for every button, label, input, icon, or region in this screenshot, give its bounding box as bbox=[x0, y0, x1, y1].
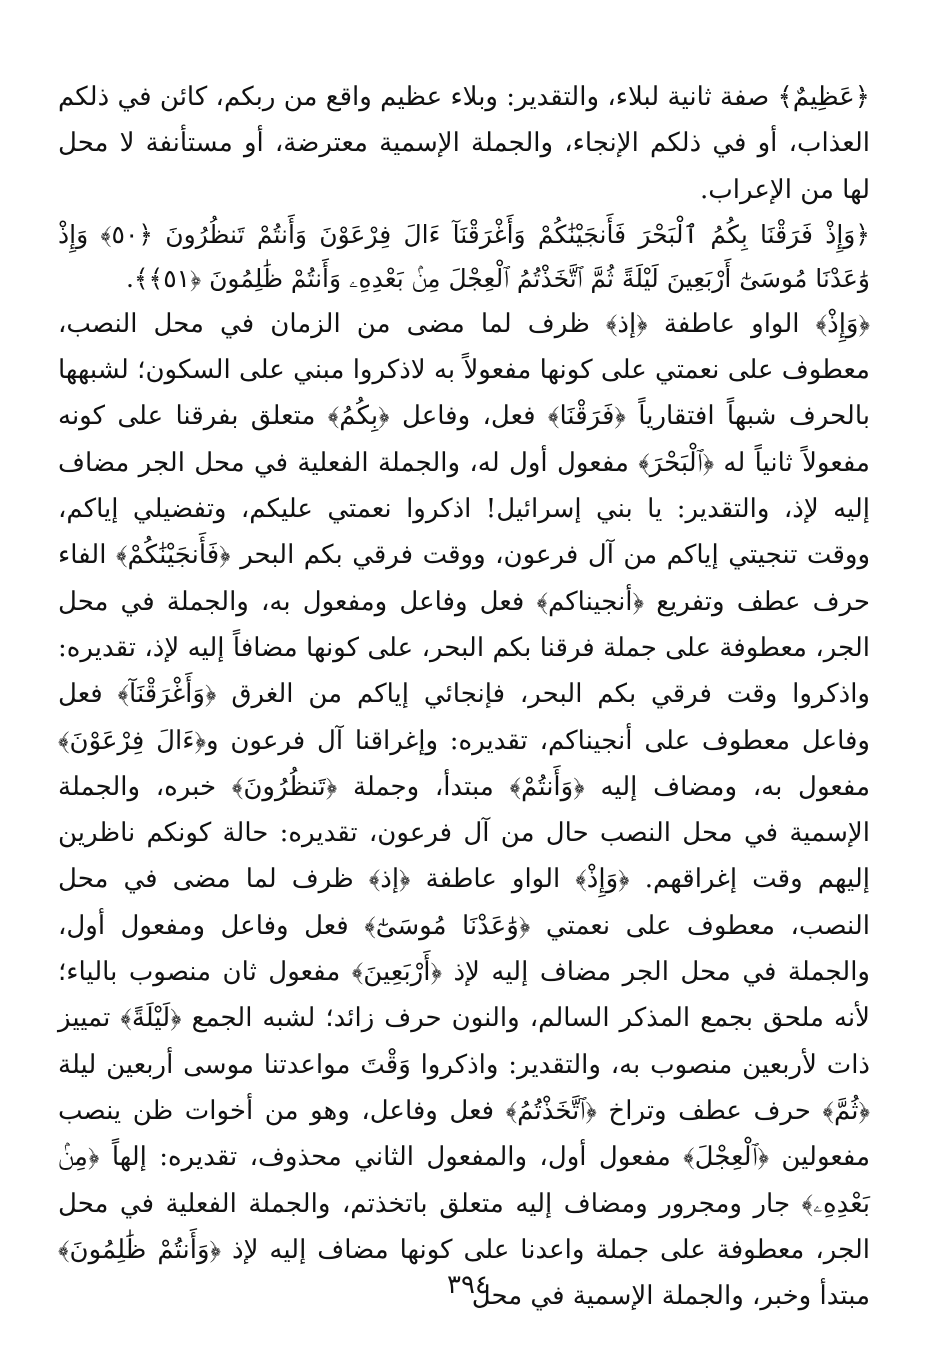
paragraph-1: ﴿عَظِيمٌ﴾ صفة ثانية لبلاء، والتقدير: وبلاء عظيم واقع من ربكم، كائن في ذلكم العذاب، أو في ذلكم الإنجاء، والجملة الإسمية معترضة، أو مستأنفة لا محل لها من الإعراب. bbox=[58, 82, 870, 205]
page-body bbox=[58, 74, 870, 1319]
paragraph-2: ﴿وَإِذْ﴾ الواو عاطفة ﴿إذ﴾ ظرف لما مضى من الزمان في محل النصب، معطوف على نعمتي على كونها مفعولاً به لاذكروا مبني على السكون؛ لشبهها بالحرف شبهاً افتقارياً ﴿فَرَقْنَا﴾ فعل، وفاعل ﴿بِكُمُ﴾ متعلق بفرقنا على كونه مفعولاً ثانياً له ﴿ٱلْبَحْرَ﴾ مفعول أول له، والجملة الفعلية في محل الجر مضاف إليه لإذ، والتقدير: يا بني إسرائيل! اذكروا نعمتي عليكم، وتفضيلي إياكم، ووقت تنجيتي إياكم من آل فرعون، ووقت فرقي بكم البحر ﴿فَأَنجَيْنَٰكُمْ﴾ الفاء حرف عطف وتفريع ﴿أنجيناكم﴾ فعل وفاعل ومفعول به، والجملة في محل الجر، معطوفة على جملة فرقنا بكم البحر، على كونها مضافاً إليه لإذ، تقديره: واذكروا وقت فرقي بكم البحر، فإنجائي إياكم من الغرق ﴿وَأَغْرَقْنَآ﴾ فعل وفاعل معطوف على أنجيناكم، تقديره: وإغراقنا آل فرعون و﴿ءَالَ فِرْعَوْنَ﴾ مفعول به، ومضاف إليه ﴿وَأَنتُمْ﴾ مبتدأ، وجملة ﴿تَنظُرُونَ﴾ خبره، والجملة الإسمية في محل النصب حال من آل فرعون، تقديره: حالة كونكم ناظرين إليهم وقت إغراقهم. ﴿وَإِذْ﴾ الواو عاطفة ﴿إذ﴾ ظرف لما مضى في محل النصب، معطوف على نعمتي ﴿وَٰعَدْنَا مُوسَىٰٓ﴾ فعل وفاعل ومفعول أول، والجملة في محل الجر مضاف إليه لإذ ﴿أَرْبَعِينَ﴾ مفعول ثان منصوب بالياء؛ لأنه ملحق بجمع المذكر السالم، والنون حرف زائد؛ لشبه الجمع ﴿لَيْلَةً﴾ تمييز ذات لأربعين منصوب به، والتقدير: واذكروا وَقْتَ مواعدتنا موسى أربعين ليلة ﴿ثُمَّ﴾ حرف عطف وتراخ ﴿ٱتَّخَذْتُمُ﴾ فعل وفاعل، وهو من أخوات ظن ينصب مفعولين ﴿ٱلْعِجْلَ﴾ مفعول أول، والمفعول الثاني محذوف، تقديره: إلهاً ﴿مِنۢ بَعْدِهِۦ﴾ جار ومجرور ومضاف إليه متعلق باتخذتم، والجملة الفعلية في محل الجر، معطوفة على جملة واعدنا على كونها مضاف إليه لإذ ﴿وَأَنتُمْ ظَٰلِمُونَ﴾ مبتدأ وخبر، والجملة الإسمية في محل bbox=[58, 308, 870, 1312]
page-number: ٣٩٤ bbox=[447, 1270, 489, 1300]
quran-verse: ﴿وَإِذْ فَرَقْنَا بِكُمُ ٱلْبَحْرَ فَأَنجَيْنَٰكُمْ وَأَغْرَقْنَآ ءَالَ فِرْعَوْنَ وَأَنتُمْ تَنظُرُونَ ﴿٥٠﴾ وَإِذْ وَٰعَدْنَا مُوسَىٰٓ أَرْبَعِينَ لَيْلَةً ثُمَّ ٱتَّخَذْتُمُ ٱلْعِجْلَ مِنۢ بَعْدِهِۦ وَأَنتُمْ ظَٰلِمُونَ ﴿٥١﴾﴾. bbox=[58, 219, 870, 293]
